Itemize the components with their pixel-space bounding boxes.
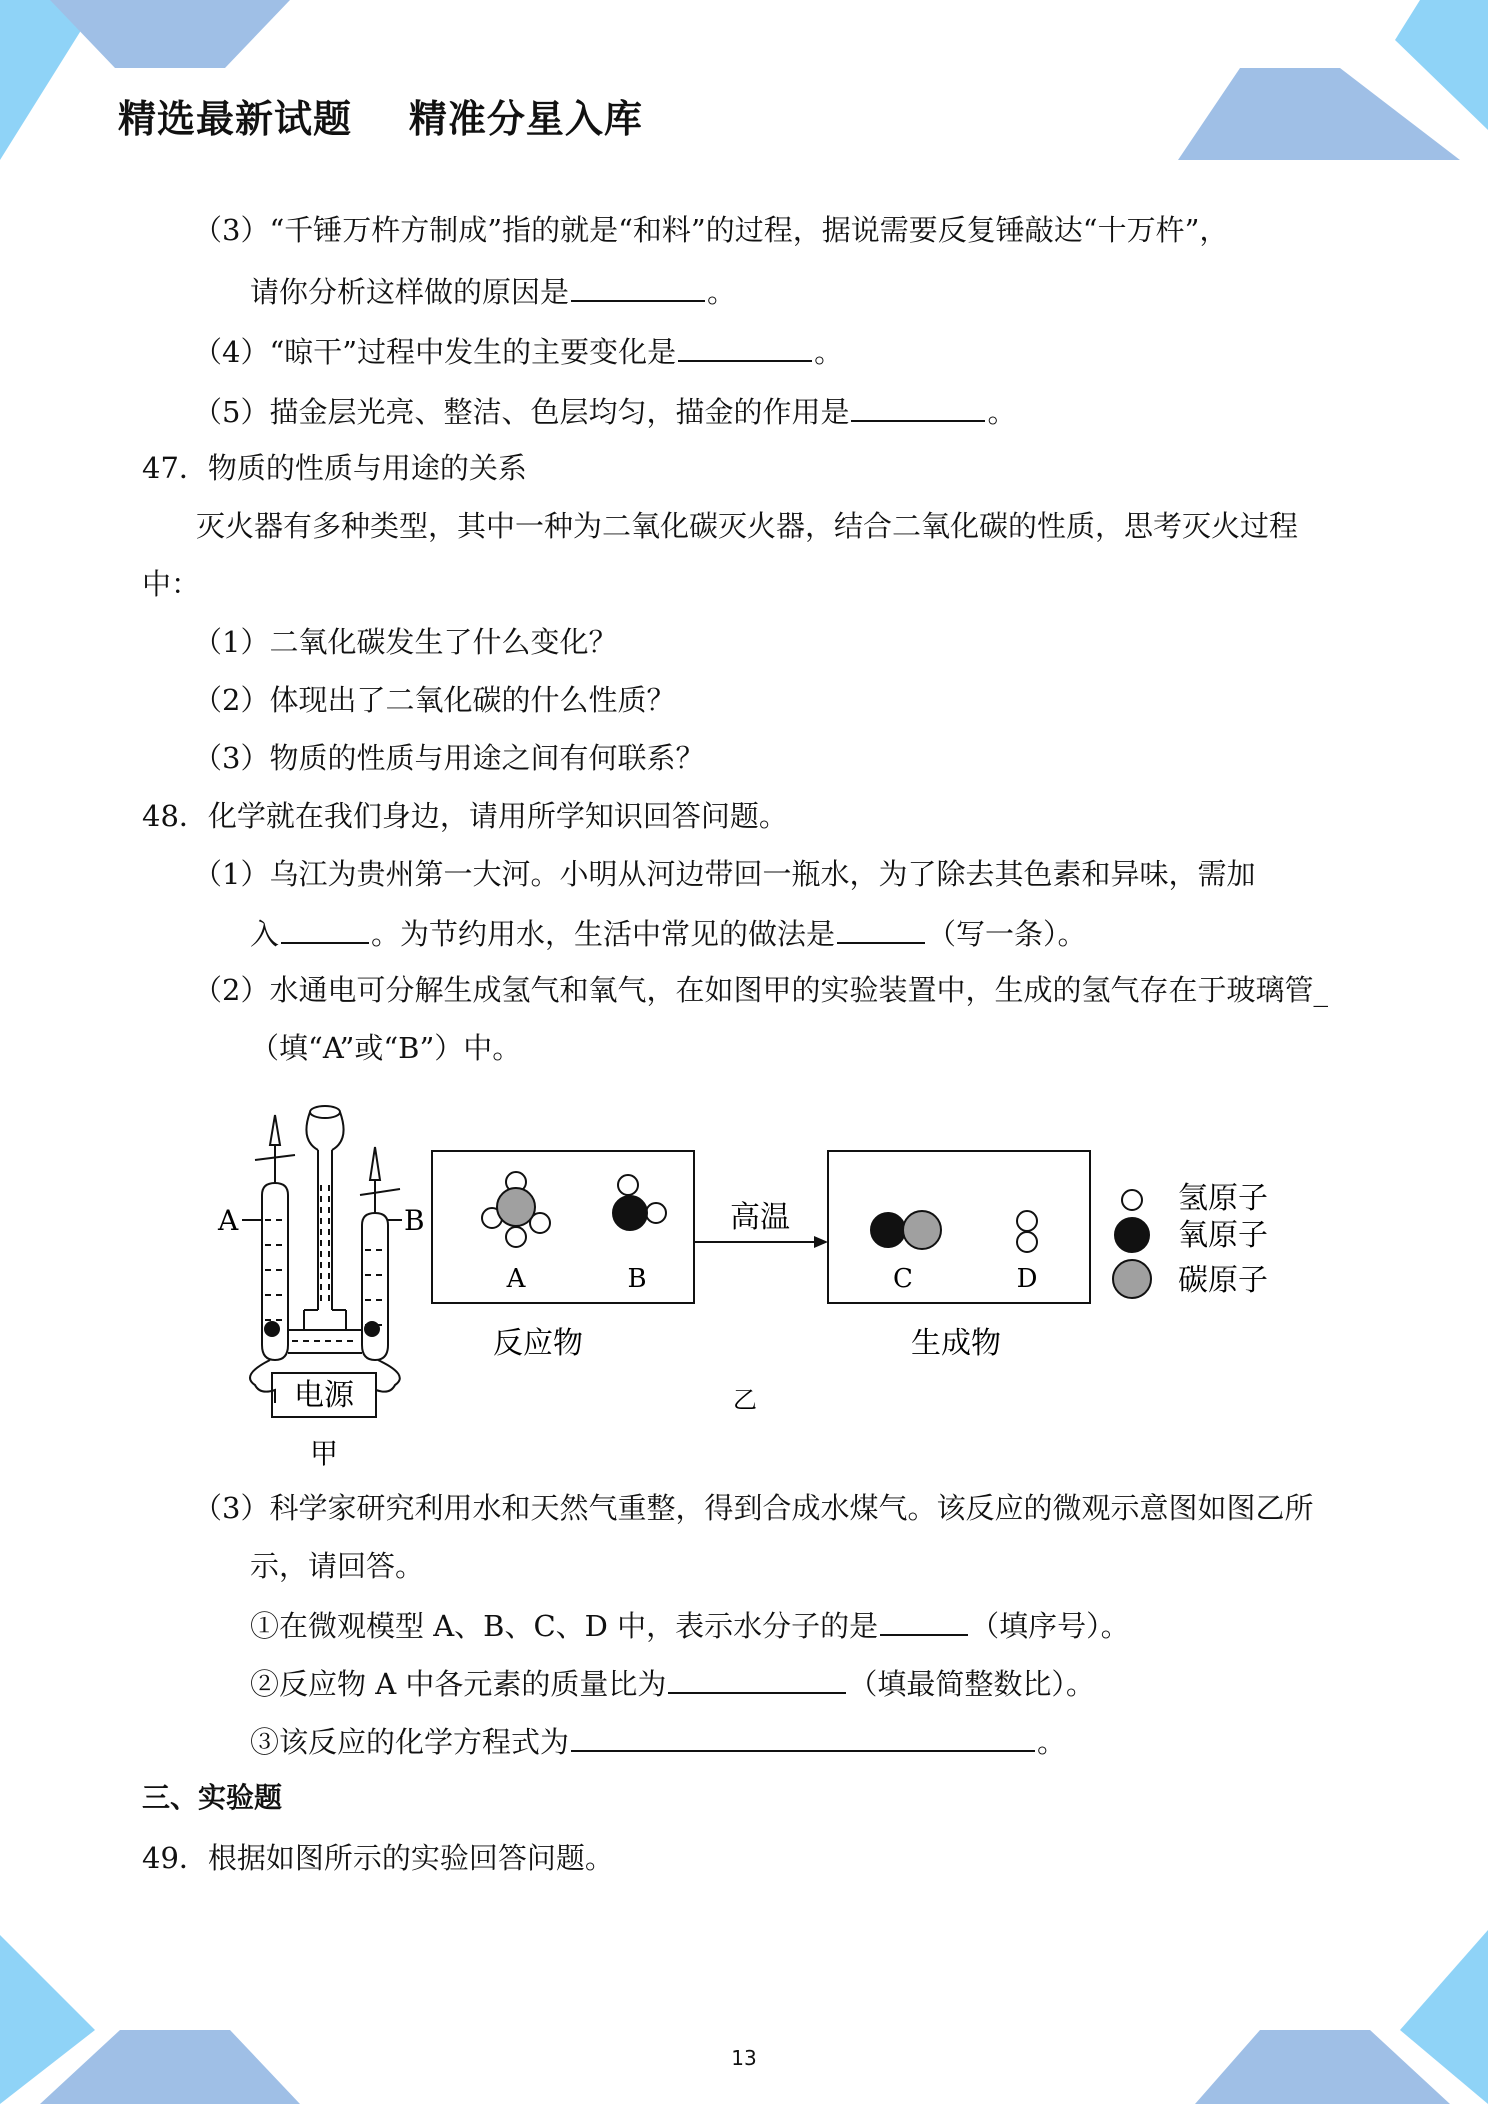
molecule-c-carbon [903,1211,941,1249]
tube-b-valve [360,1189,400,1195]
q49-title: 49．根据如图所示的实验回答问题。 [142,1841,614,1875]
label-tube-a: A [218,1204,239,1237]
tube-b-tip [370,1147,380,1180]
molecule-c [871,1211,941,1249]
legend-carbon-label: 碳原子 [1178,1263,1268,1298]
molecule-a-label: A [506,1264,526,1294]
molecule-b-label: B [627,1264,647,1294]
molecule-d-h-top [1017,1211,1037,1231]
q48-sub3-line [250,1722,1066,1760]
q47-intro-line2: 中： [142,567,201,601]
q46-part3-answer-blank[interactable] [571,272,705,302]
molecule-b-h-right [646,1203,666,1223]
legend-oxygen-atom [1115,1218,1149,1252]
tube-b [362,1213,388,1360]
q48-part2-line1: （2）水通电可分解生成氢气和氧气，在如图甲的实验装置中，生成的氢气存在于玻璃管_ [193,973,1328,1007]
power-source-label: 电源 [294,1378,354,1413]
wire-right [376,1360,400,1403]
q47-part2: （2）体现出了二氧化碳的什么性质？ [193,683,676,717]
q48-sub1-line [250,1606,1130,1644]
q46-part5-period: 。 [987,395,1017,429]
q48-part3-line1: （3）科学家研究利用水和天然气重整，得到合成水煤气。该反应的微观示意图如图乙所 [193,1491,1314,1525]
corner-shape-bottom-left-1 [0,1935,95,2104]
q48-part1-answer-blank-1[interactable] [281,914,369,944]
molecule-d-label: D [1016,1264,1038,1294]
water-level-marks [265,1185,385,1341]
molecule-c-label: C [893,1264,913,1294]
corner-shape-top-right-2 [1178,68,1460,160]
q46-part3-prompt: 请你分析这样做的原因是 [250,275,570,309]
q48-sub3-suffix: 。 [1037,1725,1067,1759]
q46-part4-line [193,332,843,370]
corner-shape-top-right-1 [1395,0,1488,130]
molecule-d [1017,1211,1037,1252]
q48-part3-line2: 示，请回答。 [250,1549,425,1583]
products-label: 生成物 [911,1326,1001,1361]
electrode-b [365,1322,379,1336]
reaction-arrow-head [814,1236,828,1248]
q47-intro-line1: 灭火器有多种类型，其中一种为二氧化碳灭火器，结合二氧化碳的性质，思考灭火过程 [196,509,1299,543]
electrode-a [265,1322,279,1336]
q46-part5-answer-blank[interactable] [851,392,985,422]
q46-part3-line2 [250,272,736,310]
legend-carbon-atom [1113,1260,1151,1298]
q48-sub2-suffix: （填最简整数比）。 [848,1667,1095,1701]
molecule-b-oxygen [613,1196,647,1230]
q46-part4-period: 。 [814,335,844,369]
q48-sub2-answer-blank[interactable] [668,1664,846,1694]
q47-part3: （3）物质的性质与用途之间有何联系？ [193,741,705,775]
q47-title: 47．物质的性质与用途的关系 [142,451,527,485]
q47-part1: （1）二氧化碳发生了什么变化？ [193,625,618,659]
section-3-title: 三、实验题 [142,1781,283,1814]
page-number: 13 [731,2046,757,2070]
tube-a-tip [270,1115,280,1145]
figure-jia-label: 甲 [309,1437,339,1470]
electrolysis-apparatus [242,1106,402,1417]
q46-part5-line [193,392,1016,430]
legend-hydrogen-label: 氢原子 [1178,1181,1268,1216]
corner-shape-top-left-2 [50,0,290,68]
q48-sub3-prompt: ③该反应的化学方程式为 [250,1725,570,1759]
q48-part1-prompt-a: 入 [250,917,280,951]
q48-part2-line2: （填“A”或“B”）中。 [250,1031,522,1065]
reactants-label: 反应物 [493,1326,583,1361]
molecule-b-h-top [618,1175,638,1195]
q46-part4-prompt: （4）“晾干”过程中发生的主要变化是 [193,335,677,369]
q48-part1-prompt-c: （写一条）。 [927,917,1087,951]
corner-shape-bottom-right-1 [1400,1930,1488,2104]
funnel-top [310,1106,340,1118]
q48-sub1-prompt: ①在微观模型 A、B、C、D 中，表示水分子的是 [250,1609,879,1643]
molecule-c-oxygen [871,1213,905,1247]
label-tube-b: B [404,1204,425,1237]
molecule-b [613,1175,666,1230]
products-box [828,1151,1090,1303]
q48-part1-line2 [250,914,1087,952]
molecule-a [482,1172,550,1247]
q48-sub2-line [250,1664,1095,1702]
figure-yi-label: 乙 [733,1386,757,1414]
experiment-figure [200,1085,1360,1475]
q48-sub2-prompt: ②反应物 A 中各元素的质量比为 [250,1667,667,1701]
molecule-a-carbon [497,1188,535,1226]
q48-part1-line1: （1）乌江为贵州第一大河。小明从河边带回一瓶水，为了除去其色素和异味，需加 [193,857,1256,891]
reaction-condition: 高温 [730,1200,790,1235]
connector-top [304,1310,346,1330]
q46-part5-prompt: （5）描金层光亮、整洁、色层均匀，描金的作用是 [193,395,850,429]
molecule-a-h-bottom [506,1227,526,1247]
molecule-d-h-bottom [1017,1232,1037,1252]
legend-hydrogen-atom [1122,1190,1142,1210]
q46-part4-answer-blank[interactable] [678,332,812,362]
q48-sub1-suffix: （填序号）。 [970,1609,1130,1643]
legend [1113,1190,1151,1298]
q48-sub3-answer-blank[interactable] [571,1722,1035,1752]
q48-part1-prompt-b: 。为节约用水，生活中常见的做法是 [371,917,836,951]
legend-oxygen-label: 氧原子 [1178,1218,1268,1253]
q48-sub1-answer-blank[interactable] [880,1606,968,1636]
reactants-box [432,1151,694,1303]
page-header-title: 精选最新试题 精准分星入库 [118,97,643,141]
q48-part1-answer-blank-2[interactable] [837,914,925,944]
corner-shape-top-left-1 [0,0,100,160]
q48-title: 48．化学就在我们身边，请用所学知识回答问题。 [142,799,788,833]
q46-part3-line1: （3）“千锤万杵方制成”指的就是“和料”的过程，据说需要反复锤敲达“十万杵”， [193,213,1229,247]
q46-part3-period: 。 [707,275,737,309]
